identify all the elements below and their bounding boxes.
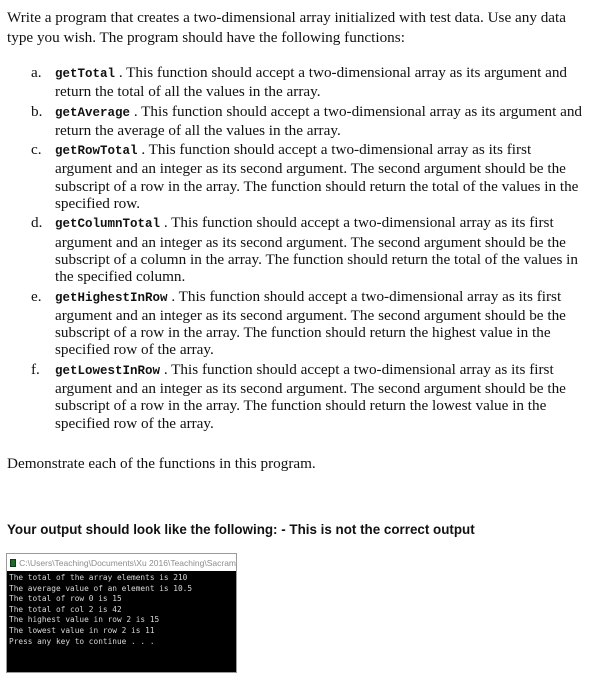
list-letter: a. [31, 64, 42, 81]
list-item [0, 361, 590, 432]
function-list [0, 64, 590, 434]
function-description: . This function should accept a two-dimensional array as its first argument and an integer as its second argument. The second argument should be the subscript of a row in the array. The function should return the highest value in the specified row of the array. [55, 287, 566, 359]
console-output [7, 571, 236, 647]
function-name: getColumnTotal [55, 217, 161, 232]
list-item [0, 214, 590, 285]
function-description: . This function should accept a two-dimensional array as its argument and return the average of all the values in the array. [55, 102, 583, 139]
console-window [6, 553, 237, 673]
list-item [0, 141, 590, 212]
list-letter: f. [31, 360, 40, 378]
function-name: getAverage [55, 105, 131, 120]
list-letter: b. [31, 102, 43, 120]
function-description: . This function should accept a two-dimensional array as its first argument and an integer as its second argument. The second argument should be the subscript of a row in the array. The function should return the total of the values in the specified row. [55, 141, 579, 213]
intro-paragraph: Write a program that creates a two-dimensional array initialized with test data. Use any data type you wish. The program should have the following functions: [7, 9, 567, 46]
list-letter: d. [31, 214, 43, 232]
console-line: The total of the array elements is 210 [9, 573, 188, 582]
demonstrate-text: Demonstrate each of the functions in this program. [7, 455, 316, 472]
function-name: getRowTotal [55, 144, 138, 159]
output-heading: Your output should look like the following: - This is not the correct output [7, 522, 475, 537]
console-app-icon [10, 559, 16, 567]
function-description: . This function should accept a two-dimensional array as its argument and return the total of all the values in the array. [55, 64, 568, 101]
console-title: C:\Users\Teaching\Documents\Xu 2016\Teaching\Sacram [19, 557, 236, 568]
list-letter: c. [31, 141, 42, 159]
function-description: . This function should accept a two-dimensional array as its first argument and an integer as its second argument. The second argument should be the subscript of a column in the array. The function should return the total of the values in the specified column. [55, 214, 578, 286]
console-line: The total of col 2 is 42 [9, 604, 122, 614]
console-line: The average value of an element is 10.5 [9, 583, 193, 593]
function-name: getLowestInRow [55, 363, 161, 378]
function-name: getTotal [55, 67, 116, 81]
console-line: Press any key to continue . . . [9, 636, 155, 646]
console-titlebar [7, 554, 236, 571]
list-item [0, 288, 590, 359]
console-line: The highest value in row 2 is 15 [9, 615, 160, 625]
list-item [0, 103, 590, 140]
list-letter: e. [31, 287, 42, 305]
function-description: . This function should accept a two-dimensional array as its first argument and an integer as its second argument. The second argument should be the subscript of a row in the array. The function should return the lowest value in the specified row of the array. [55, 360, 566, 432]
console-line: The total of row 0 is 15 [9, 594, 122, 604]
function-name: getHighestInRow [55, 290, 168, 305]
list-item [0, 64, 590, 101]
console-line: The lowest value in row 2 is 11 [9, 625, 155, 635]
